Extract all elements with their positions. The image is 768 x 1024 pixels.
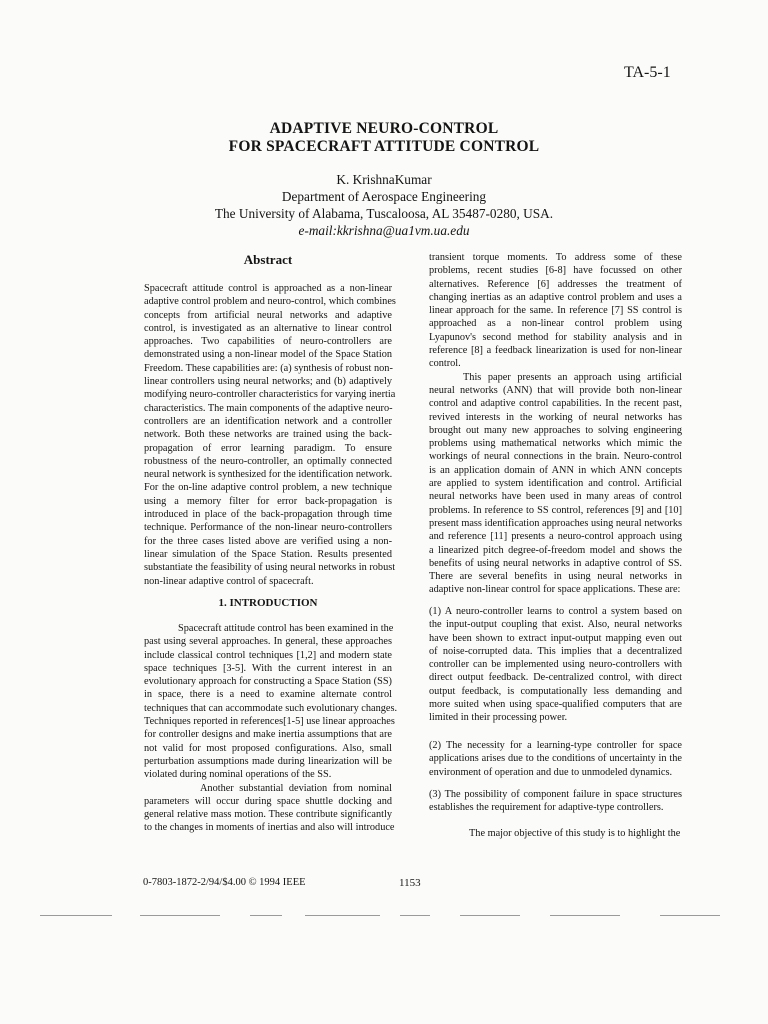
introduction-heading: 1. INTRODUCTION bbox=[218, 597, 318, 609]
benefits-list bbox=[429, 605, 682, 725]
benefit-item-3 bbox=[429, 788, 682, 815]
body-line: workings of neural connections in the brain. Neuro-control bbox=[429, 451, 682, 463]
objective-paragraph bbox=[429, 827, 682, 840]
scan-artifact-line bbox=[250, 915, 282, 916]
benefit-item-2-line: environment of operation and due to unmodeled dynamics. bbox=[429, 766, 673, 778]
body-line: approached as a non-linear control problem using bbox=[429, 318, 682, 330]
scan-artifact-line bbox=[400, 915, 430, 916]
body-line: problems, recent studies [6-8] have focussed on other bbox=[429, 265, 682, 277]
body-line: and reference [11] presents a neuro-control approach using bbox=[429, 531, 682, 543]
abstract-line: approaches. Two capabilities of neuro-controllers are bbox=[144, 336, 392, 348]
intro-line: Spacecraft attitude control has been examined in the bbox=[178, 623, 394, 634]
abstract-line: for the three cases listed above are verified using a non- bbox=[144, 535, 392, 547]
scan-artifact-line bbox=[460, 915, 520, 916]
body-line: are applied to system identification and control. Artificial bbox=[429, 478, 682, 490]
intro-line: include classical control techniques [1,2] and modern state bbox=[144, 649, 392, 661]
intro-line: past using several approaches. In general, these approaches bbox=[144, 636, 392, 648]
body-line: linear approach for the same. In reference [7] SS control is bbox=[429, 305, 682, 317]
body-line: neural networks have been used in many areas of control bbox=[429, 491, 682, 503]
body-line: brought out many new approaches to solving engineering bbox=[429, 424, 682, 436]
abstract-line: controllers are an identification network and a controller bbox=[144, 415, 392, 427]
paper-id: TA-5-1 bbox=[624, 64, 671, 81]
intro-line: evolutionary approach for constructing a Space Station (SS) bbox=[144, 676, 392, 688]
author-email: e-mail:kkrishna@ua1vm.ua.edu bbox=[298, 223, 470, 238]
introduction-body bbox=[144, 622, 398, 835]
author-university: The University of Alabama, Tuscaloosa, AL 35487-0280, USA. bbox=[214, 206, 554, 221]
objective-line: The major objective of this study is to highlight the bbox=[469, 828, 681, 839]
body-line: benefits of using neural networks in adaptive control of SS. bbox=[429, 557, 682, 569]
benefit-item-1-line: more suited when using space-qualified computers that are bbox=[429, 699, 682, 711]
abstract-line: For the on-line adaptive control problem, a new technique bbox=[144, 482, 392, 494]
body-line: reference [8] a feedback linearization is used for non-linear bbox=[429, 345, 682, 357]
abstract-line: using a memory filter for error back-propagation is bbox=[144, 495, 392, 507]
body-line: a linearized pitch degree-of-freedom model and shows the bbox=[429, 544, 682, 556]
benefit-item-1-line: have been shown to extract input-output mapping even out bbox=[429, 632, 682, 644]
scan-artifact-line bbox=[660, 915, 720, 916]
body-line: adaptive non-linear control for space applications. These are: bbox=[429, 584, 681, 596]
abstract-line: technique. Performance of the non-linear neuro-controllers bbox=[144, 522, 392, 534]
body-line: changing inertias as an adaptive control problem and uses a bbox=[429, 291, 682, 303]
abstract-line: adaptive control problem and neuro-control, which combines bbox=[144, 296, 396, 308]
intro-line: Techniques reported in references[1-5] use linear approaches bbox=[144, 716, 395, 728]
abstract-line: substantiate the feasibility of using neural networks in robust bbox=[144, 562, 396, 574]
abstract-line: robustness of the neuro-controller, an optimally connected bbox=[144, 455, 392, 467]
abstract-line: control, is investigated as an alternative to linear control bbox=[144, 322, 392, 334]
body-line: alternatives. Reference [6] addresses the treatment of bbox=[429, 278, 682, 290]
body-line: problems using mathematical networks which mimic the bbox=[429, 438, 682, 450]
intro-line: perturbation assumptions made during linearization will be bbox=[144, 755, 392, 767]
page-number: 1153 bbox=[399, 877, 421, 889]
intro-line: violated during nominal operations of the SS. bbox=[144, 769, 332, 781]
intro-line: in space, there is a need to examine alternate control bbox=[144, 689, 392, 701]
intro-line: techniques that can accommodate such evolutionary changes. bbox=[144, 702, 398, 714]
scan-artifact-line bbox=[305, 915, 380, 916]
abstract-line: linear controllers using neural networks; and (b) adaptively bbox=[144, 376, 392, 388]
intro-line: not valid for most proposed configurations. Also, small bbox=[144, 742, 392, 754]
right-column-body bbox=[429, 251, 682, 597]
body-line: present mass identification approaches using neural networks bbox=[429, 517, 682, 529]
abstract-line: linear simulation of the Space Station. Results presented bbox=[144, 548, 392, 560]
body-line: problems. In reference to SS control, references [9] and [10] bbox=[429, 504, 682, 516]
scan-artifact-line bbox=[140, 915, 220, 916]
abstract-line: introduced in place of the back-propagation through time bbox=[144, 509, 392, 521]
copyright-notice: 0-7803-1872-2/94/$4.00 © 1994 IEEE bbox=[143, 877, 306, 888]
intro-line: parameters will occur during space shuttle docking and bbox=[144, 795, 392, 807]
intro-line: space techniques [3-5]. With the current interest in an bbox=[144, 662, 392, 674]
body-line: Lyapunov's second method for stability analysis and in bbox=[429, 331, 682, 343]
abstract-line: characteristics. The main components of the adaptive neuro- bbox=[144, 402, 393, 414]
body-line: control and adaptive control capabilities. In the recent past, bbox=[429, 398, 682, 410]
benefit-item-1-line: limited in their processing power. bbox=[429, 712, 568, 724]
intro-line: general relative mass motion. These contribute significantly bbox=[144, 809, 392, 821]
benefit-item-1-line: of noise-corrupted data. This implies that a decentralized bbox=[429, 645, 682, 657]
abstract-line: concepts from artificial neural networks and adaptive bbox=[144, 309, 392, 321]
author-name: K. KrishnaKumar bbox=[336, 172, 432, 187]
body-line: revived interests in the working of neural networks has bbox=[429, 411, 682, 423]
benefit-item-2-line: applications arises due to the conditions of uncertainty in the bbox=[429, 753, 682, 765]
abstract-line: non-linear adaptive control of spacecraft. bbox=[144, 575, 314, 587]
intro-line: for controller designs and make inertia assumptions that are bbox=[144, 729, 392, 741]
benefit-item-1-line: direct output feedback. De-centralized control, with direct bbox=[429, 672, 682, 684]
benefit-item-3-line: establishes the requirement for adaptive-type controllers. bbox=[429, 802, 664, 814]
benefit-item-1-line: the input-output coupling that exist. Also, neural networks bbox=[429, 619, 682, 631]
abstract-line: Spacecraft attitude control is approached as a non-linear bbox=[144, 283, 392, 294]
benefit-item-2 bbox=[429, 739, 682, 779]
body-line: is an application domain of ANN in which ANN concepts bbox=[429, 464, 682, 476]
benefit-item-1-line: controller can be implemented using neuro-controllers with bbox=[429, 659, 682, 671]
abstract-line: neural network is synthesized for the identification network. bbox=[144, 469, 393, 481]
benefit-item-2-line: (2) The necessity for a learning-type controller for space bbox=[429, 740, 682, 751]
author-department: Department of Aerospace Engineering bbox=[281, 189, 487, 204]
abstract-line: network. Both these networks are trained using the back- bbox=[144, 429, 392, 441]
paper-title-line-2: FOR SPACECRAFT ATTITUDE CONTROL bbox=[228, 138, 540, 155]
body-line: There are several benefits in using neural networks in bbox=[429, 571, 682, 583]
abstract-heading: Abstract bbox=[243, 252, 293, 267]
benefit-item-3-line: (3) The possibility of component failure in space structures bbox=[429, 789, 682, 800]
scan-artifact-line bbox=[40, 915, 112, 916]
paper-title-line-1: ADAPTIVE NEURO-CONTROL bbox=[269, 120, 499, 137]
intro-line: Another substantial deviation from nominal bbox=[200, 782, 392, 794]
intro-line: to the changes in moments of inertias and also will introduce bbox=[144, 822, 395, 834]
abstract-line: demonstrated using a non-linear model of the Space Station bbox=[144, 349, 392, 361]
benefit-item-1-line: output feedback, is computationally less demanding and bbox=[429, 685, 682, 697]
body-line: This paper presents an approach using artificial bbox=[463, 371, 682, 383]
body-line: neural networks (ANN) that will provide both non-linear bbox=[429, 384, 682, 396]
abstract-line: propagation of error learning paradigm. To ensure bbox=[144, 442, 392, 454]
body-line: control. bbox=[429, 358, 461, 370]
body-line: transient torque moments. To address some of these bbox=[429, 252, 682, 263]
abstract-line: modifying neuro-controller characteristics for varying inertia bbox=[144, 389, 396, 401]
abstract-line: Freedom. These capabilities are: (a) synthesis of robust non- bbox=[144, 362, 393, 374]
scan-artifact-line bbox=[550, 915, 620, 916]
abstract-body bbox=[144, 282, 396, 588]
benefit-item-1-line: (1) A neuro-controller learns to control a system based on bbox=[429, 606, 682, 617]
